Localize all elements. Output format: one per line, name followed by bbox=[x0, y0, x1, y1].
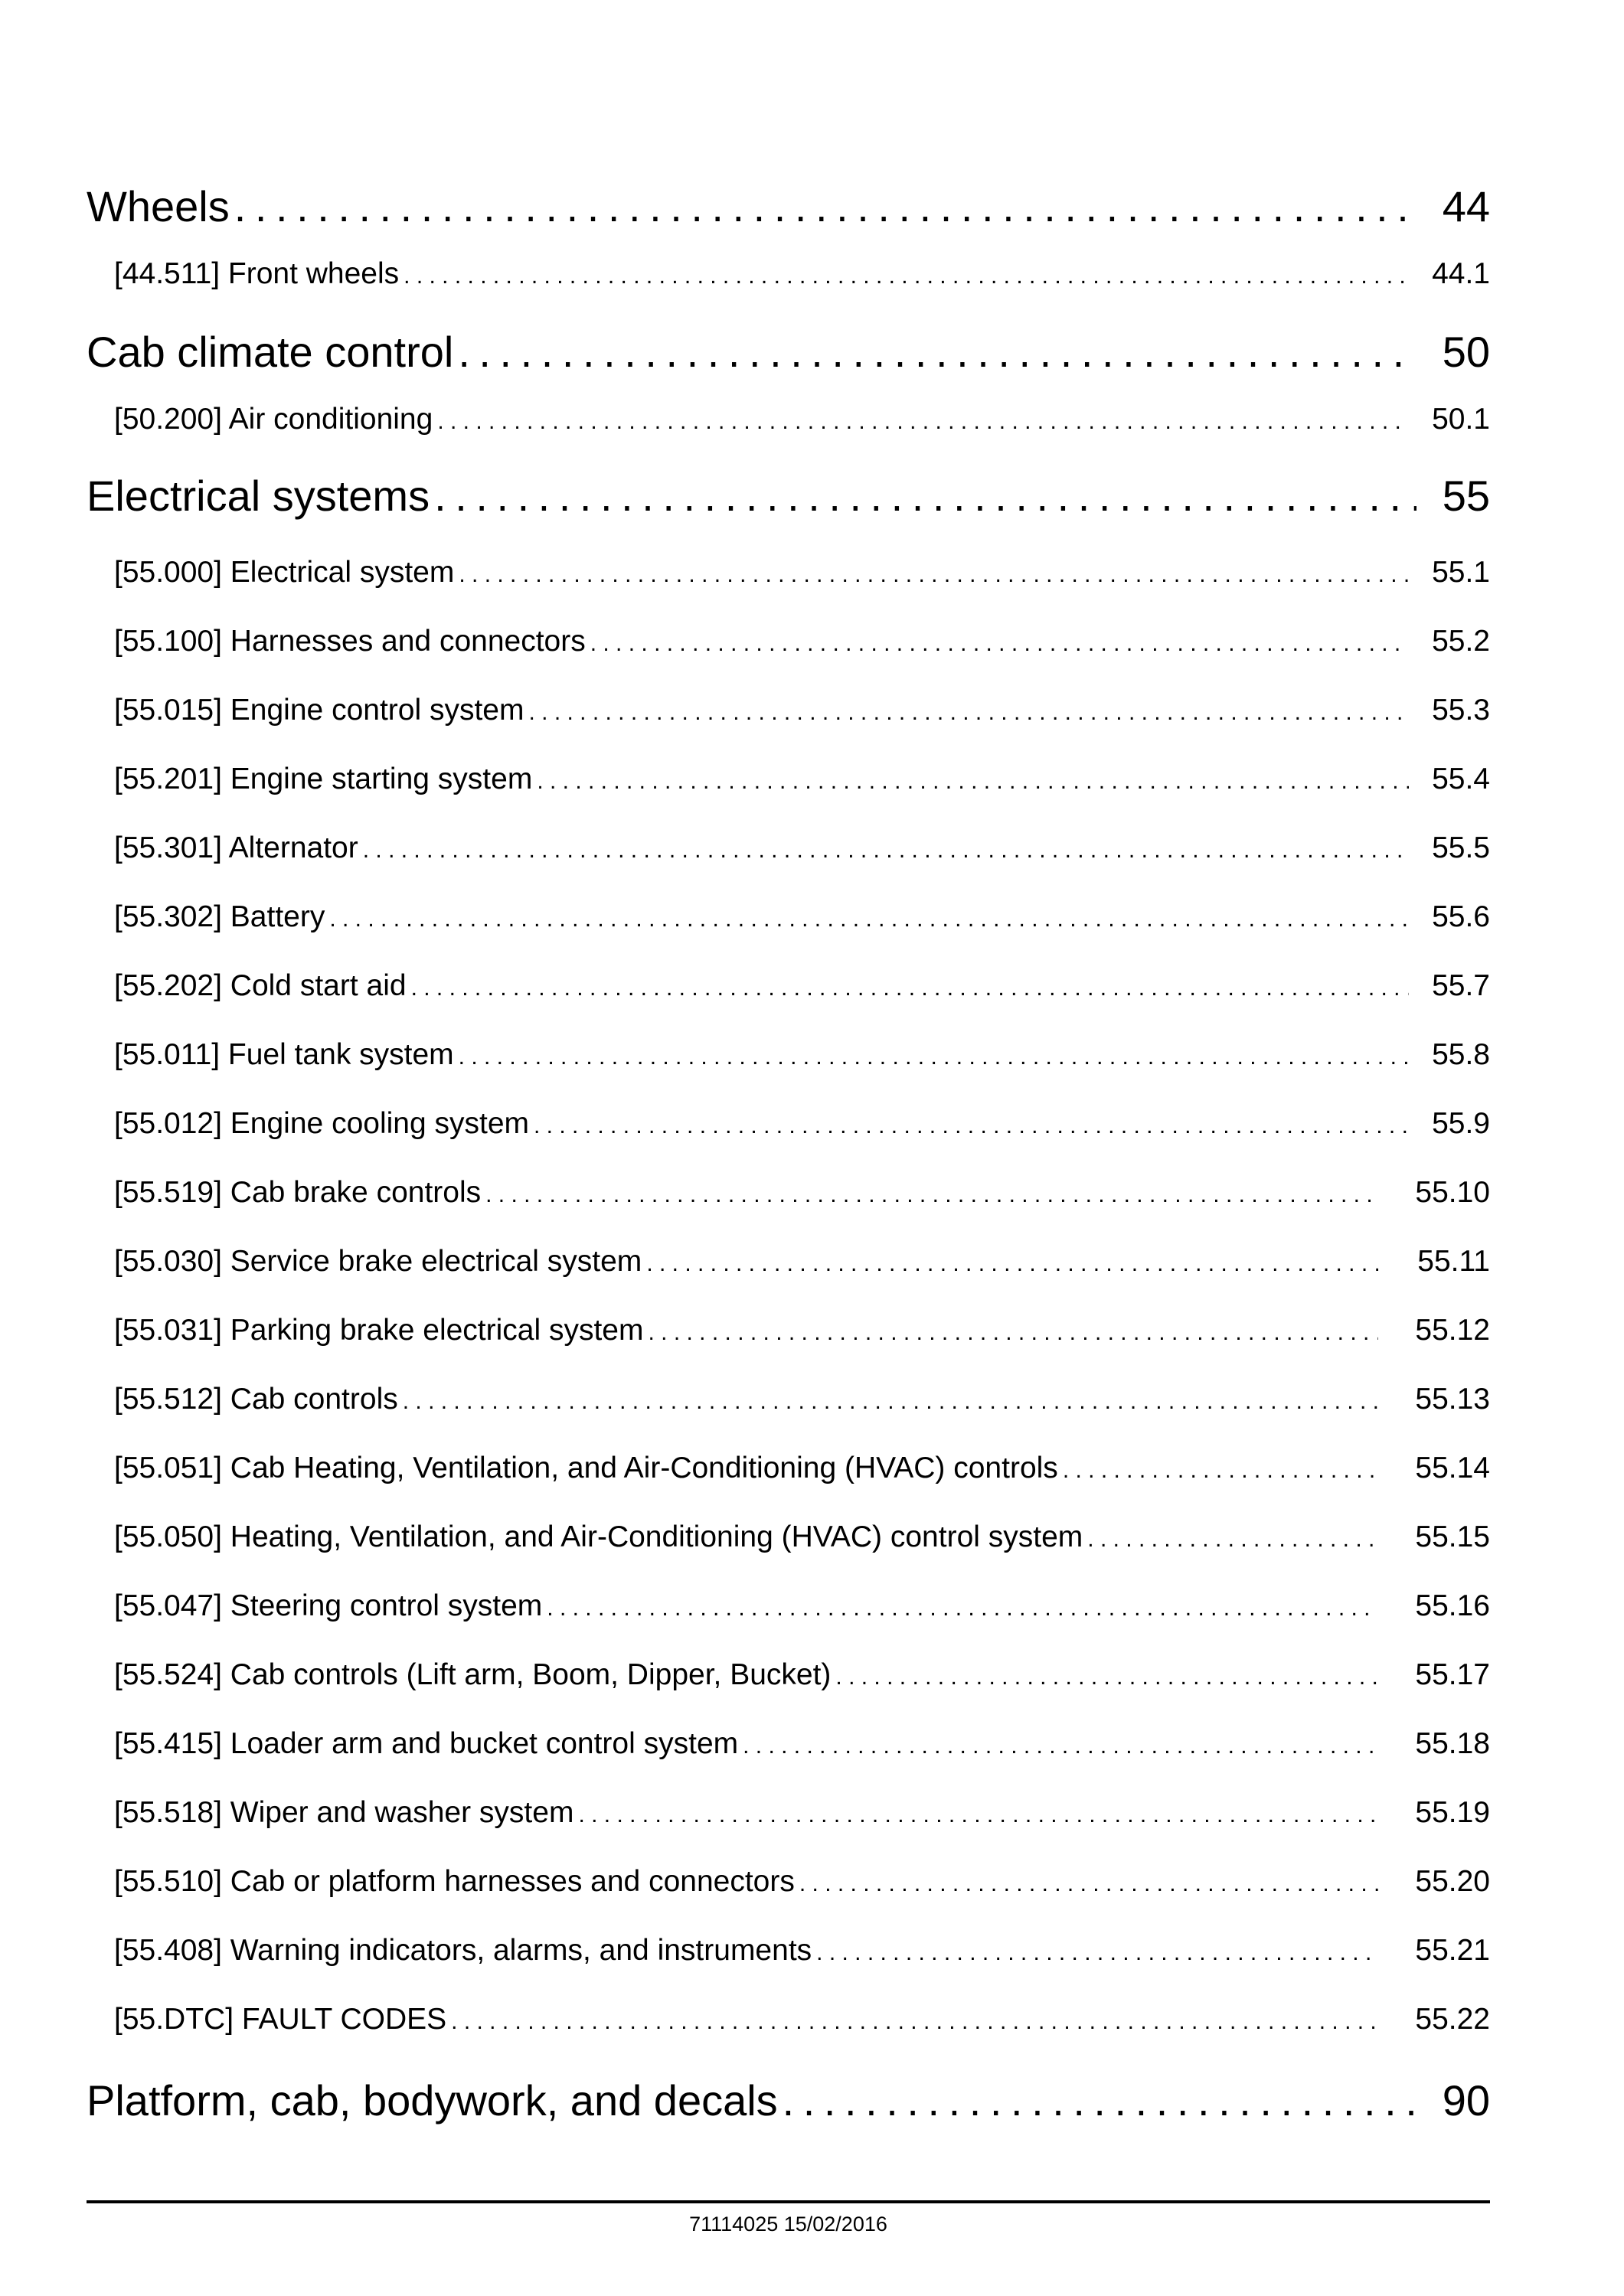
dot-leader bbox=[434, 469, 1417, 523]
toc-entry-row[interactable] bbox=[87, 897, 1490, 937]
table-of-contents bbox=[87, 0, 1490, 2296]
toc-page-number: 55.5 bbox=[1432, 831, 1490, 864]
toc-entry-row[interactable] bbox=[87, 966, 1490, 1006]
toc-entry-row[interactable] bbox=[87, 553, 1490, 593]
toc-entry-title: [55.301] Alternator bbox=[114, 831, 358, 864]
toc-page-number: 55.3 bbox=[1432, 694, 1490, 727]
toc-entry-title: [55.051] Cab Heating, Ventilation, and Air-Conditioning (HVAC) controls bbox=[114, 1452, 1058, 1484]
toc-entry-title: [55.000] Electrical system bbox=[114, 556, 455, 589]
toc-entry-row[interactable] bbox=[87, 1793, 1490, 1833]
toc-page-number: 50 bbox=[1442, 328, 1490, 376]
toc-entry-row[interactable] bbox=[87, 622, 1490, 661]
toc-page-number: 55.17 bbox=[1415, 1658, 1490, 1691]
dot-leader bbox=[363, 831, 1409, 870]
toc-page-number: 44.1 bbox=[1432, 257, 1490, 290]
toc-entry-title: [55.100] Harnesses and connectors bbox=[114, 625, 586, 658]
toc-entry-title: [55.415] Loader arm and bucket control system bbox=[114, 1727, 739, 1760]
toc-entry-title: [55.302] Battery bbox=[114, 900, 325, 933]
toc-entry-row[interactable] bbox=[87, 1104, 1490, 1144]
dot-leader bbox=[1087, 1520, 1378, 1560]
toc-entry-row[interactable] bbox=[87, 1655, 1490, 1695]
toc-page-number: 55.16 bbox=[1415, 1589, 1490, 1622]
toc-entry-title: [55.DTC] FAULT CODES bbox=[114, 2003, 447, 2036]
toc-entry-row[interactable] bbox=[87, 1173, 1490, 1213]
toc-entry-title: [55.201] Engine starting system bbox=[114, 763, 533, 795]
toc-section-row[interactable] bbox=[87, 180, 1490, 234]
toc-page-number: 55.6 bbox=[1432, 900, 1490, 933]
toc-page-number: 55.14 bbox=[1415, 1452, 1490, 1484]
toc-entry-title: [55.524] Cab controls (Lift arm, Boom, Dipper, Bucket) bbox=[114, 1658, 832, 1691]
toc-entry-row[interactable] bbox=[87, 828, 1490, 868]
dot-leader bbox=[404, 256, 1409, 296]
dot-leader bbox=[799, 1864, 1378, 1904]
toc-entry-row[interactable] bbox=[87, 1380, 1490, 1419]
toc-page-number: 55.12 bbox=[1415, 1314, 1490, 1347]
toc-entry-title: [55.031] Parking brake electrical system bbox=[114, 1314, 644, 1347]
toc-entry-title: [55.015] Engine control system bbox=[114, 694, 524, 727]
toc-section-title: Platform, cab, bodywork, and decals bbox=[87, 2076, 778, 2125]
toc-entry-row[interactable] bbox=[87, 1862, 1490, 1902]
toc-section-row[interactable] bbox=[87, 469, 1490, 523]
toc-page-number: 55.4 bbox=[1432, 763, 1490, 795]
toc-entry-row[interactable] bbox=[87, 759, 1490, 799]
toc-section-title: Cab climate control bbox=[87, 328, 454, 376]
toc-entry-title: [55.012] Engine cooling system bbox=[114, 1107, 530, 1140]
dot-leader bbox=[646, 1244, 1378, 1284]
toc-page-number: 55.11 bbox=[1417, 1245, 1490, 1278]
toc-entry-title: [44.511] Front wheels bbox=[114, 257, 400, 290]
toc-section-title: Wheels bbox=[87, 182, 230, 230]
dot-leader bbox=[485, 1175, 1378, 1215]
dot-leader bbox=[1063, 1451, 1378, 1491]
toc-page-number: 55.15 bbox=[1415, 1520, 1490, 1553]
toc-entry-row[interactable] bbox=[87, 691, 1490, 730]
dot-leader bbox=[459, 1037, 1409, 1077]
dot-leader bbox=[458, 325, 1417, 379]
toc-page-number: 55.22 bbox=[1415, 2003, 1490, 2036]
toc-page-number: 55.2 bbox=[1432, 625, 1490, 658]
toc-entry-row[interactable] bbox=[87, 400, 1490, 439]
toc-entry-title: [50.200] Air conditioning bbox=[114, 403, 433, 436]
dot-leader bbox=[437, 402, 1409, 442]
dot-leader bbox=[411, 968, 1409, 1008]
toc-page-number: 55.1 bbox=[1432, 556, 1490, 589]
toc-entry-title: [55.047] Steering control system bbox=[114, 1589, 543, 1622]
footer-doc-id-date: 71114025 15/02/2016 bbox=[689, 2213, 887, 2236]
dot-leader bbox=[590, 624, 1409, 664]
toc-page-number: 55.19 bbox=[1415, 1796, 1490, 1829]
toc-page-number: 44 bbox=[1442, 182, 1490, 230]
toc-section-row[interactable] bbox=[87, 2074, 1490, 2128]
toc-entry-title: [55.512] Cab controls bbox=[114, 1383, 398, 1416]
toc-entry-row[interactable] bbox=[87, 1724, 1490, 1764]
toc-entry-title: [55.050] Heating, Ventilation, and Air-Conditioning (HVAC) control system bbox=[114, 1520, 1083, 1553]
dot-leader bbox=[403, 1382, 1378, 1422]
toc-page-number: 55.20 bbox=[1415, 1865, 1490, 1898]
toc-entry-title: [55.510] Cab or platform harnesses and connectors bbox=[114, 1865, 795, 1898]
dot-leader bbox=[234, 180, 1417, 234]
toc-entry-title: [55.030] Service brake electrical system bbox=[114, 1245, 642, 1278]
toc-entry-row[interactable] bbox=[87, 1517, 1490, 1557]
dot-leader bbox=[743, 1726, 1378, 1766]
toc-page-number: 90 bbox=[1442, 2076, 1490, 2125]
toc-entry-row[interactable] bbox=[87, 1035, 1490, 1075]
toc-page-number: 55.10 bbox=[1415, 1176, 1490, 1209]
dot-leader bbox=[649, 1313, 1379, 1353]
toc-entry-row[interactable] bbox=[87, 1311, 1490, 1350]
toc-page-number: 50.1 bbox=[1432, 403, 1490, 436]
toc-page-number: 55.18 bbox=[1415, 1727, 1490, 1760]
footer-rule bbox=[87, 2200, 1490, 2203]
dot-leader bbox=[451, 2002, 1378, 2042]
dot-leader bbox=[547, 1589, 1378, 1628]
toc-section-row[interactable] bbox=[87, 325, 1490, 379]
toc-page-number: 55.21 bbox=[1415, 1934, 1490, 1967]
toc-section-title: Electrical systems bbox=[87, 472, 430, 520]
dot-leader bbox=[835, 1657, 1378, 1697]
dot-leader bbox=[578, 1795, 1378, 1835]
toc-entry-row[interactable] bbox=[87, 1931, 1490, 1971]
dot-leader bbox=[816, 1933, 1378, 1973]
toc-page-number: 55.9 bbox=[1432, 1107, 1490, 1140]
toc-entry-title: [55.408] Warning indicators, alarms, and instruments bbox=[114, 1934, 812, 1967]
toc-entry-title: [55.202] Cold start aid bbox=[114, 969, 407, 1002]
dot-leader bbox=[528, 693, 1409, 733]
toc-entry-row[interactable] bbox=[87, 1448, 1490, 1488]
toc-page-number: 55.13 bbox=[1415, 1383, 1490, 1416]
toc-entry-row[interactable] bbox=[87, 2000, 1490, 2040]
toc-page-number: 55.7 bbox=[1432, 969, 1490, 1002]
toc-entry-row[interactable] bbox=[87, 1242, 1490, 1282]
toc-page-number: 55.8 bbox=[1432, 1038, 1490, 1071]
toc-page-number: 55 bbox=[1442, 472, 1490, 520]
dot-leader bbox=[534, 1106, 1409, 1146]
dot-leader bbox=[537, 762, 1409, 802]
toc-entry-title: [55.011] Fuel tank system bbox=[114, 1038, 454, 1071]
dot-leader bbox=[459, 555, 1409, 595]
toc-entry-row[interactable] bbox=[87, 1586, 1490, 1626]
toc-entry-title: [55.518] Wiper and washer system bbox=[114, 1796, 574, 1829]
dot-leader bbox=[783, 2074, 1417, 2128]
toc-entry-row[interactable] bbox=[87, 254, 1490, 294]
toc-entry-title: [55.519] Cab brake controls bbox=[114, 1176, 482, 1209]
dot-leader bbox=[329, 900, 1409, 939]
